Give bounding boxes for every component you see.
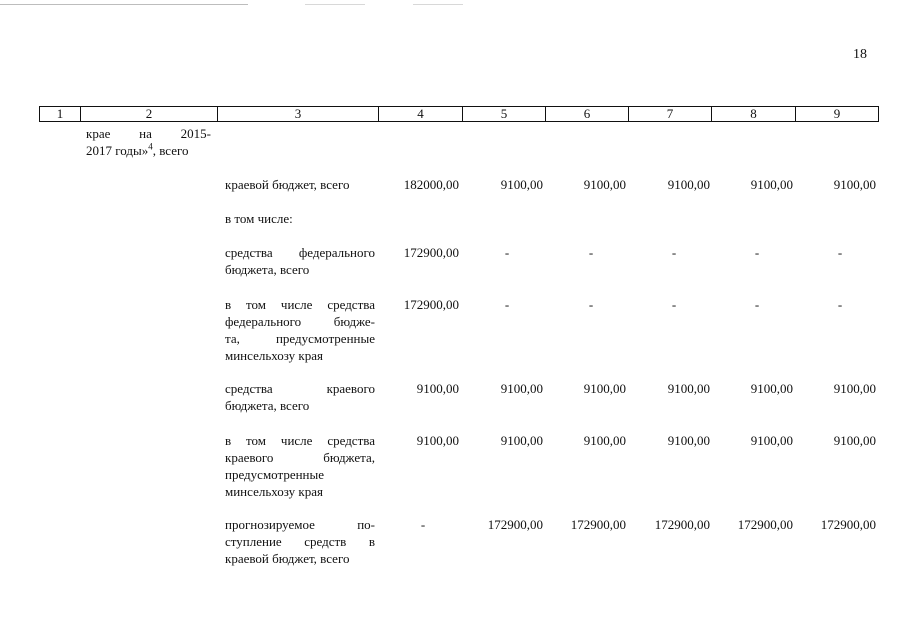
value-cell: 9100,00 [833, 433, 876, 448]
value-cell: - [754, 245, 760, 260]
value-cell: 172900,00 [403, 297, 459, 312]
header-cell: 4 [379, 107, 463, 122]
row-label-line: в том числе средства [225, 297, 375, 312]
program-name-line-last [86, 142, 211, 159]
value-cell: 9100,00 [416, 433, 459, 448]
row-label [225, 380, 375, 414]
row-label-line: в том числе: [225, 211, 293, 226]
row-label [225, 516, 375, 567]
value-cell: 9100,00 [667, 433, 710, 448]
value-cell: - [671, 245, 677, 260]
header-cell: 6 [546, 107, 629, 122]
value-cell: 9100,00 [583, 177, 626, 192]
value-cell: 9100,00 [833, 177, 876, 192]
value-cell: 9100,00 [833, 381, 876, 396]
scan-artifact-line [0, 4, 248, 5]
row-label-line: минсельхозу края [225, 484, 323, 499]
value-cell: 172900,00 [654, 517, 710, 532]
header-cell: 3 [218, 107, 379, 122]
value-cell: 9100,00 [500, 381, 543, 396]
value-cell: - [837, 245, 843, 260]
program-name [86, 125, 211, 159]
header-cell: 1 [40, 107, 81, 122]
value-cell: 9100,00 [750, 433, 793, 448]
scan-artifact-line [413, 4, 463, 5]
program-name-suffix: , всего [152, 143, 189, 158]
header-cell: 2 [81, 107, 218, 122]
row-label-line: та, предусмотренные [225, 331, 375, 346]
row-label [225, 244, 375, 278]
program-name-line: крае на 2015- [86, 126, 211, 141]
page-number: 18 [853, 47, 867, 62]
value-cell: 172900,00 [487, 517, 543, 532]
value-cell: - [754, 297, 760, 312]
row-label-line: бюджета, всего [225, 262, 310, 277]
value-cell: 172900,00 [820, 517, 876, 532]
value-cell: 172900,00 [403, 245, 459, 260]
header-cell: 5 [463, 107, 546, 122]
value-cell: 9100,00 [667, 381, 710, 396]
row-label-line: средства краевого [225, 381, 375, 396]
value-cell: - [588, 297, 594, 312]
row-label-line: прогнозируемое по- [225, 517, 375, 532]
row-label [225, 176, 375, 193]
header-cell: 8 [712, 107, 796, 122]
program-name-line: 2017 годы» [86, 143, 149, 158]
row-label-line: средства федерального [225, 245, 375, 260]
row-label-line: предусмотренные [225, 467, 325, 482]
row-label-line: федерального бюдже- [225, 314, 375, 329]
row-label-line: краевой бюджет, всего [225, 551, 350, 566]
row-label-line: краевой бюджет, всего [225, 177, 350, 192]
row-label-line: ступление средств в [225, 534, 375, 549]
header-cell: 9 [796, 107, 879, 122]
header-cell: 7 [629, 107, 712, 122]
row-label-line: минсельхозу края [225, 348, 323, 363]
row-label [225, 432, 375, 500]
header-row [40, 107, 879, 122]
row-label-line: бюджета, всего [225, 398, 310, 413]
value-cell: 182000,00 [403, 177, 459, 192]
row-label [225, 296, 375, 364]
value-cell: - [420, 517, 426, 532]
value-cell: - [588, 245, 594, 260]
value-cell: 172900,00 [570, 517, 626, 532]
row-label-line: в том числе средства [225, 433, 375, 448]
value-cell: 9100,00 [750, 381, 793, 396]
value-cell: - [504, 297, 510, 312]
value-cell: 9100,00 [667, 177, 710, 192]
value-cell: - [671, 297, 677, 312]
row-label-line: краевого бюджета, [225, 450, 375, 465]
column-number-header [39, 106, 879, 122]
value-cell: 9100,00 [750, 177, 793, 192]
scan-artifact-line [305, 4, 365, 5]
footnote-marker: 4 [148, 141, 153, 152]
value-cell: - [837, 297, 843, 312]
value-cell: 172900,00 [737, 517, 793, 532]
value-cell: 9100,00 [583, 433, 626, 448]
value-cell: 9100,00 [500, 433, 543, 448]
value-cell: - [504, 245, 510, 260]
value-cell: 9100,00 [416, 381, 459, 396]
row-label [225, 210, 375, 227]
value-cell: 9100,00 [500, 177, 543, 192]
value-cell: 9100,00 [583, 381, 626, 396]
